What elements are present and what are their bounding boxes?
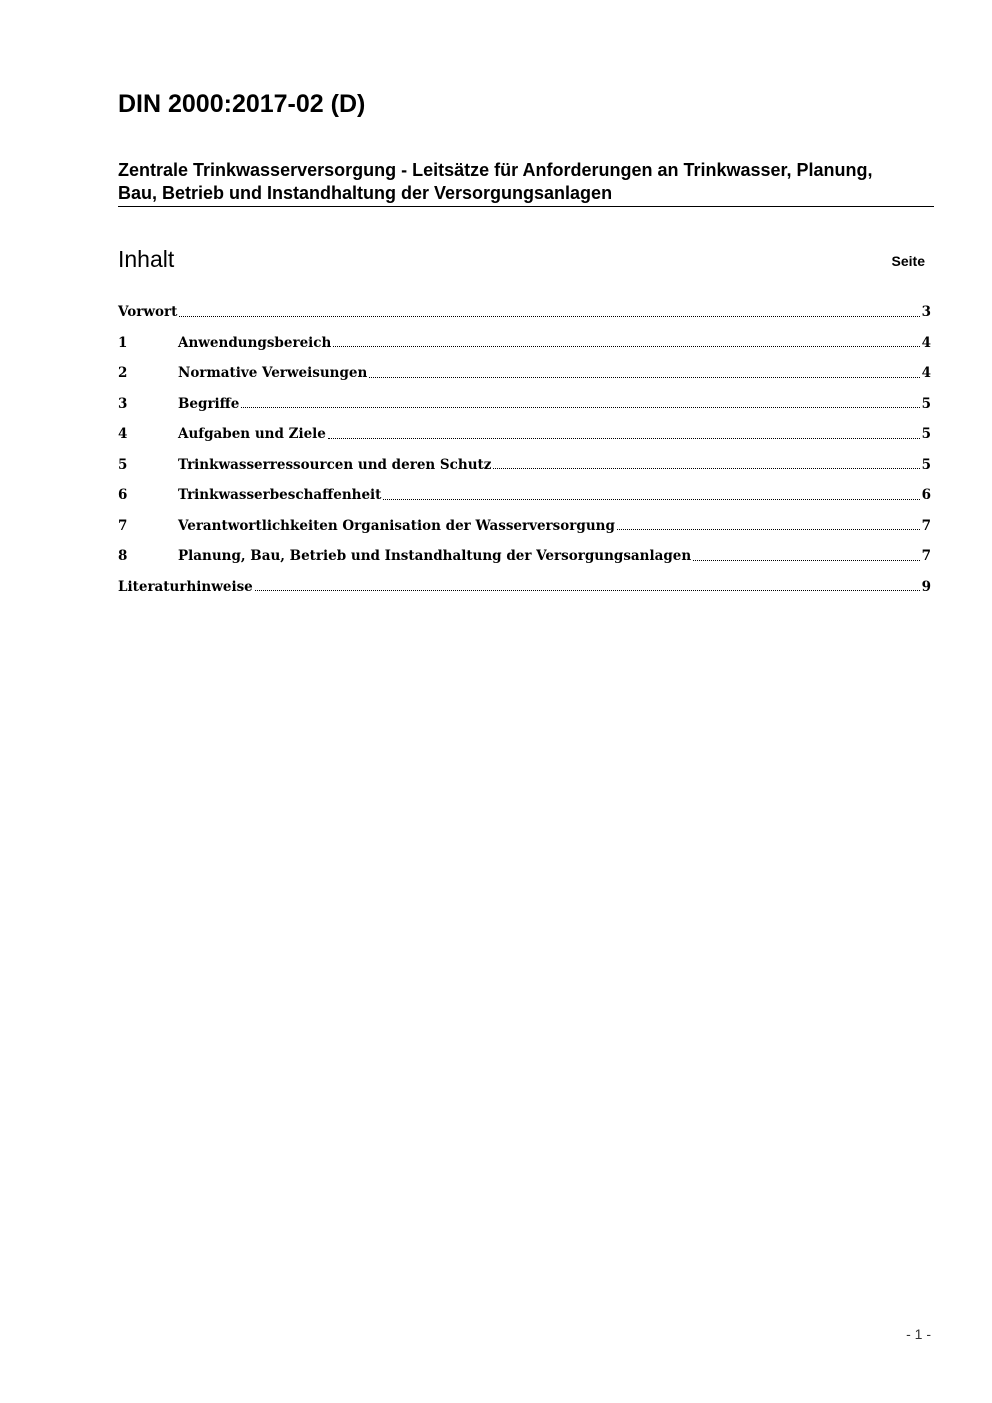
toc-entry-literaturhinweise[interactable] xyxy=(118,572,931,603)
toc-entry-title: Literaturhinweise xyxy=(118,578,253,595)
toc-leader-dots xyxy=(179,315,919,317)
toc-entry-title: Verantwortlichkeiten Organisation der Wasserversorgung xyxy=(178,517,615,534)
toc-entry-4[interactable] xyxy=(118,419,931,450)
toc-leader-dots xyxy=(369,376,919,378)
toc-leader-dots xyxy=(333,345,919,347)
toc-entry-page: 5 xyxy=(921,395,931,412)
toc-page-column-label: Seite xyxy=(891,253,925,269)
toc-entry-number: 5 xyxy=(118,456,128,473)
toc-entry-3[interactable] xyxy=(118,389,931,420)
toc-entry-number: 2 xyxy=(118,365,128,381)
toc-entry-title: Anwendungsbereich xyxy=(178,334,332,351)
toc-leader-dots xyxy=(693,559,919,561)
toc-entry-8[interactable] xyxy=(118,541,931,572)
toc-entry-number: 6 xyxy=(118,487,128,503)
toc-entry-title: Vorwort xyxy=(118,304,178,320)
toc-leader-dots xyxy=(241,406,919,408)
document-id: DIN 2000:2017-02 (D) xyxy=(118,90,366,118)
page-number: - 1 - xyxy=(906,1326,931,1342)
toc-heading: Inhalt xyxy=(118,246,175,272)
toc-entry-page: 7 xyxy=(921,517,931,534)
toc-entry-number: 8 xyxy=(118,548,128,564)
toc-entry-title: Normative Verweisungen xyxy=(178,365,368,381)
toc-entry-title: Trinkwasserressourcen und deren Schutz xyxy=(178,456,492,473)
toc-entry-page: 5 xyxy=(921,426,931,442)
table-of-contents xyxy=(118,297,931,602)
toc-entry-5[interactable] xyxy=(118,450,931,481)
toc-entry-page: 5 xyxy=(921,456,931,473)
toc-entry-number: 4 xyxy=(118,426,128,442)
toc-entry-title: Aufgaben und Ziele xyxy=(178,426,326,442)
document-title: Zentrale Trinkwasserversorgung - Leitsätze für Anforderungen an Trinkwasser, Planung, Bau, Betrieb und Instandhaltung der Versorgungsanlagen xyxy=(118,160,873,203)
toc-entry-title: Planung, Bau, Betrieb und Instandhaltung der Versorgungsanlagen xyxy=(178,548,692,564)
toc-entry-title: Begriffe xyxy=(178,395,240,412)
toc-entry-title: Trinkwasserbeschaffenheit xyxy=(178,487,382,503)
toc-leader-dots xyxy=(383,498,919,500)
toc-entry-7[interactable] xyxy=(118,511,931,542)
toc-entry-vorwort[interactable] xyxy=(118,297,931,328)
toc-entry-page: 6 xyxy=(921,487,931,503)
toc-entry-page: 4 xyxy=(921,334,931,351)
toc-entry-number: 1 xyxy=(118,334,128,351)
toc-entry-number: 3 xyxy=(118,395,128,412)
title-divider xyxy=(118,206,934,207)
toc-leader-dots xyxy=(255,589,920,591)
toc-leader-dots xyxy=(617,528,920,530)
toc-entry-page: 7 xyxy=(921,548,931,564)
toc-entry-page: 4 xyxy=(921,365,931,381)
toc-entry-page: 9 xyxy=(921,578,931,595)
toc-entry-number: 7 xyxy=(118,517,128,534)
toc-entry-6[interactable] xyxy=(118,480,931,511)
toc-entry-1[interactable] xyxy=(118,328,931,359)
toc-entry-page: 3 xyxy=(921,304,931,320)
toc-leader-dots xyxy=(493,467,919,469)
toc-entry-2[interactable] xyxy=(118,358,931,389)
toc-leader-dots xyxy=(328,437,920,439)
